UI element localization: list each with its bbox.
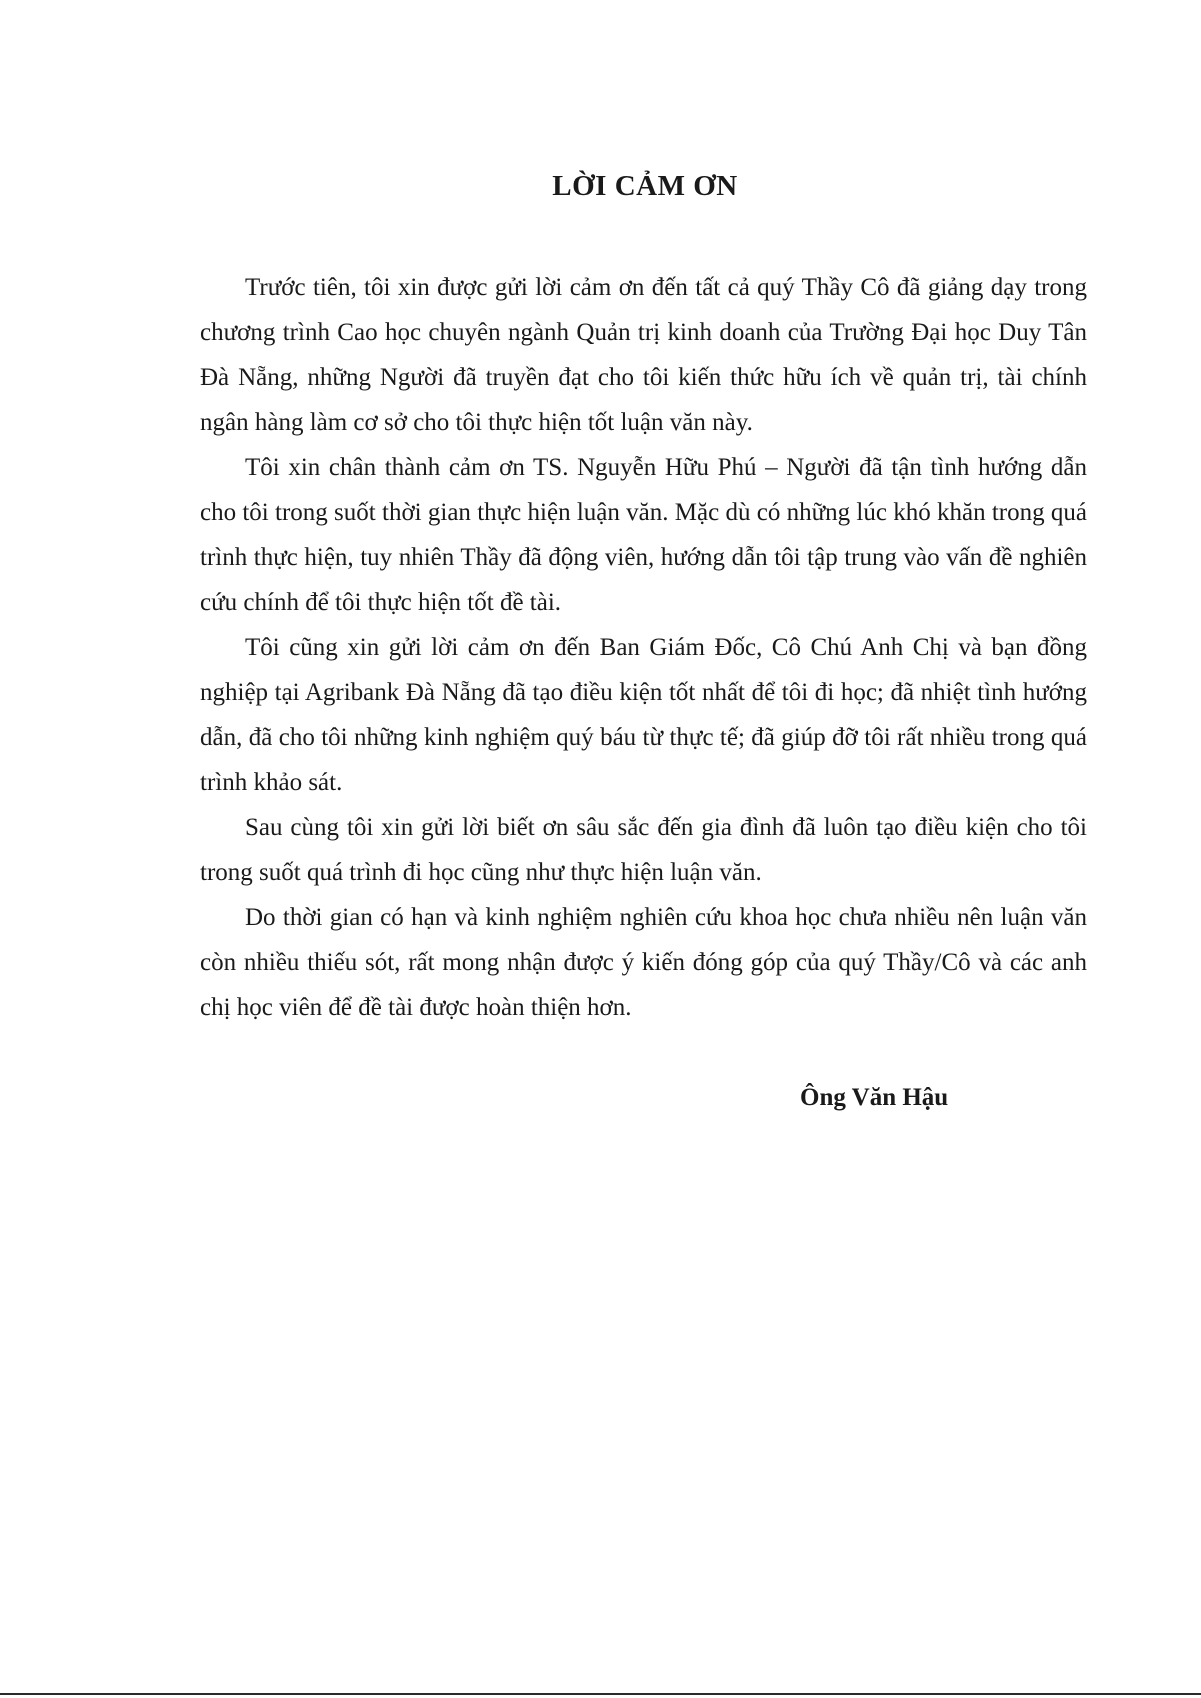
page-bottom-rule bbox=[0, 1693, 1201, 1695]
paragraph-1: Trước tiên, tôi xin được gửi lời cảm ơn đến tất cả quý Thầy Cô đã giảng dạy trong chương trình Cao học chuyên ngành Quản trị kinh doanh của Trường Đại học Duy Tân Đà Nẵng, những Người đã truyền đạt cho tôi kiến thức hữu ích về quản trị, tài chính ngân hàng làm cơ sở cho tôi thực hiện tốt luận văn này. bbox=[200, 274, 1087, 436]
page-title: LỜI CẢM ƠN bbox=[552, 170, 738, 202]
paragraph-5: Do thời gian có hạn và kinh nghiệm nghiên cứu khoa học chưa nhiều nên luận văn còn nhiều thiếu sót, rất mong nhận được ý kiến đóng góp của quý Thầy/Cô và các anh chị học viên để đề tài được hoàn thiện hơn. bbox=[200, 904, 1087, 1021]
author-signature: Ông Văn Hậu bbox=[800, 1084, 949, 1111]
paragraph-3: Tôi cũng xin gửi lời cảm ơn đến Ban Giám Đốc, Cô Chú Anh Chị và bạn đồng nghiệp tại Agribank Đà Nẵng đã tạo điều kiện tốt nhất để tôi đi học; đã nhiệt tình hướng dẫn, đã cho tôi những kinh nghiệm quý báu từ thực tế; đã giúp đỡ tôi rất nhiều trong quá trình khảo sát. bbox=[200, 634, 1087, 796]
paragraph-2: Tôi xin chân thành cảm ơn TS. Nguyễn Hữu Phú – Người đã tận tình hướng dẫn cho tôi trong suốt thời gian thực hiện luận văn. Mặc dù có những lúc khó khăn trong quá trình thực hiện, tuy nhiên Thầy đã động viên, hướng dẫn tôi tập trung vào vấn đề nghiên cứu chính để tôi thực hiện tốt đề tài. bbox=[200, 454, 1087, 616]
paragraph-4: Sau cùng tôi xin gửi lời biết ơn sâu sắc đến gia đình đã luôn tạo điều kiện cho tôi trong suốt quá trình đi học cũng như thực hiện luận văn. bbox=[200, 814, 1087, 886]
acknowledgement-body bbox=[200, 265, 1087, 1030]
